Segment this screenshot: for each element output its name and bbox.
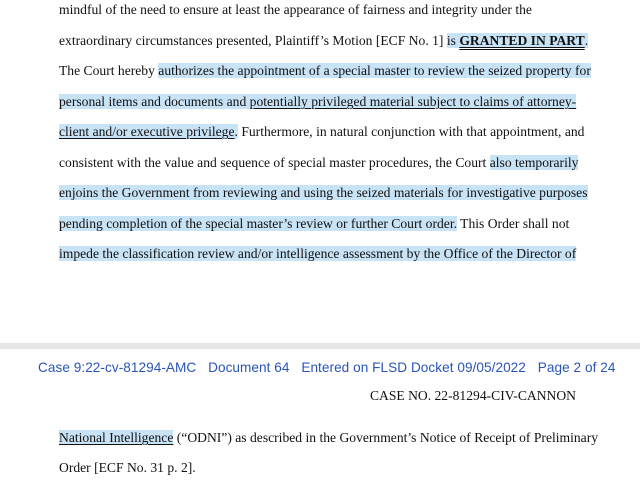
highlighted-text: personal items and documents and xyxy=(59,94,250,109)
text-span: (“ODNI”) as described in the Government’s Notice of Receipt of Preliminary xyxy=(173,430,599,445)
text-line-9 xyxy=(59,245,576,263)
text-span: consistent with the value and sequence of special master procedures, the Court xyxy=(59,155,490,170)
docket-entry-stamp: Entered on FLSD Docket 09/05/2022 xyxy=(301,360,526,375)
highlighted-text: also temporarily xyxy=(489,155,579,170)
highlighted-text: is xyxy=(446,33,460,48)
text-span: mindful of the need to ensure at least the appearance of fairness and integrity under the xyxy=(59,2,532,17)
text-span: extraordinary circumstances presented, Plaintiff’s Motion [ECF No. 1] xyxy=(59,33,447,48)
underlined-highlighted-text: National Intelligence xyxy=(59,430,174,445)
case-no-header: CASE NO. 22-81294-CIV-CANNON xyxy=(369,388,576,403)
text-line-4 xyxy=(59,93,576,111)
text-line-2 xyxy=(59,32,588,50)
highlighted-text: enjoins the Government from reviewing and using the seized materials for investigative purposes xyxy=(59,185,588,200)
text-line-7 xyxy=(59,184,588,202)
text-line-5 xyxy=(59,123,584,141)
case-number-stamp: Case 9:22-cv-81294-AMC xyxy=(38,360,197,375)
text-span: The Court hereby xyxy=(59,63,159,78)
page-count-stamp: Page 2 of 24 xyxy=(537,360,616,375)
ecf-filing-header xyxy=(38,360,623,375)
page2-text-line-1 xyxy=(59,429,598,447)
granted-in-part-text: GRANTED IN PART xyxy=(459,33,585,48)
text-line-6 xyxy=(59,154,578,172)
page2-text-line-2 xyxy=(59,459,196,477)
text-span: Order [ECF No. 31 p. 2]. xyxy=(59,460,196,475)
text-span: Furthermore, in natural conjunction with that appointment, and xyxy=(237,124,585,139)
text-line-3 xyxy=(59,62,591,80)
highlighted-text: authorizes the appointment of a special master to review the seized property for xyxy=(158,63,591,78)
highlighted-text: impede the classification review and/or intelligence assessment by the Office of the Director of xyxy=(59,246,577,261)
underlined-highlighted-text: potentially privileged material subject to claims of attorney- xyxy=(249,94,577,109)
text-line-8 xyxy=(59,215,569,233)
text-span: This Order shall not xyxy=(457,216,570,231)
highlighted-text: . xyxy=(234,124,238,139)
text-line-1 xyxy=(59,1,532,19)
highlighted-text: . xyxy=(584,33,589,48)
document-number-stamp: Document 64 xyxy=(208,360,290,375)
highlighted-text: pending completion of the special master’s review or further Court order. xyxy=(59,216,458,231)
underlined-highlighted-text: client and/or executive privilege xyxy=(59,124,235,139)
